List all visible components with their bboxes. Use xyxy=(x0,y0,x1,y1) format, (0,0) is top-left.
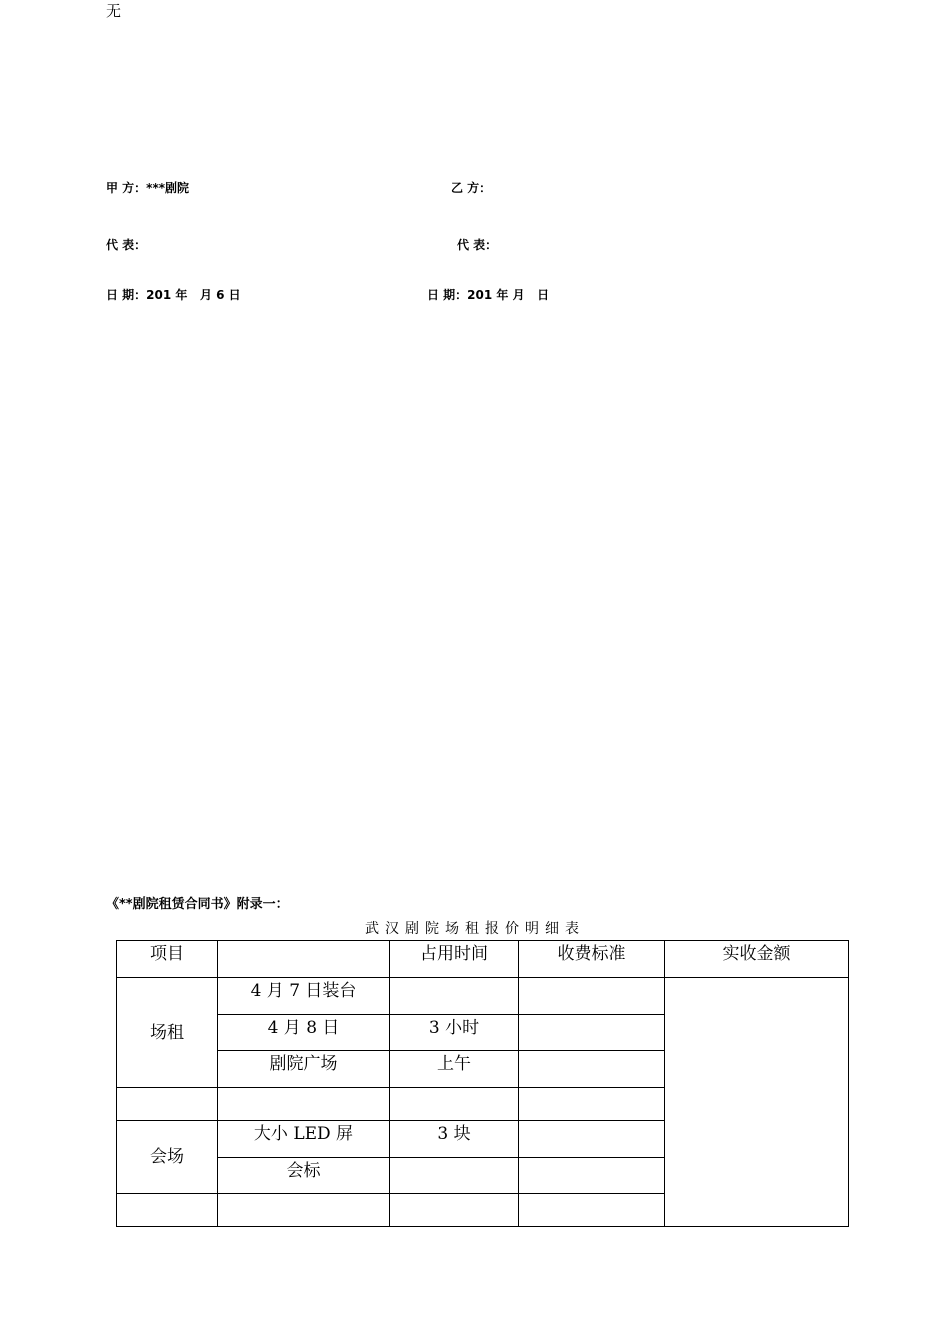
party-a-label: 甲 方：***剧院 xyxy=(106,181,190,195)
rep-a-label: 代 表： xyxy=(106,238,147,252)
row-item: 4 月 7 日装台 xyxy=(218,978,390,1015)
row-fee xyxy=(519,1088,665,1121)
group-name xyxy=(117,1194,218,1227)
row-fee xyxy=(519,1158,665,1194)
party-b-label: 乙 方： xyxy=(451,181,492,195)
table-title: 武汉剧院场租报价明细表 xyxy=(365,921,585,937)
row-time: 上午 xyxy=(390,1051,519,1088)
appendix-title: 《**剧院租赁合同书》附录一： xyxy=(106,897,289,912)
row-item: 剧院广场 xyxy=(218,1051,390,1088)
group-name xyxy=(117,1088,218,1121)
header-item: 项目 xyxy=(117,941,218,978)
row-fee xyxy=(519,1121,665,1158)
rep-b-label: 代 表： xyxy=(457,238,498,252)
group-name: 场租 xyxy=(117,978,218,1088)
row-item: 大小 LED 屏 xyxy=(218,1121,390,1158)
fee-table xyxy=(116,940,849,1227)
row-fee xyxy=(519,978,665,1015)
total-amount-cell xyxy=(665,978,849,1227)
row-time xyxy=(390,1194,519,1227)
table-header-row xyxy=(117,941,849,978)
row-item: 4 月 8 日 xyxy=(218,1015,390,1051)
date-a-label: 日 期：201 年 月 6 日 xyxy=(106,288,241,302)
row-time: 3 小时 xyxy=(390,1015,519,1051)
row-time xyxy=(390,1158,519,1194)
row-fee xyxy=(519,1194,665,1227)
table-row xyxy=(117,978,849,1015)
row-item xyxy=(218,1088,390,1121)
row-time: 3 块 xyxy=(390,1121,519,1158)
header-fee: 收费标准 xyxy=(519,941,665,978)
header-blank xyxy=(218,941,390,978)
row-item xyxy=(218,1194,390,1227)
row-fee xyxy=(519,1051,665,1088)
group-name: 会场 xyxy=(117,1121,218,1194)
row-time xyxy=(390,1088,519,1121)
row-time xyxy=(390,978,519,1015)
row-item: 会标 xyxy=(218,1158,390,1194)
header-amount: 实收金额 xyxy=(665,941,849,978)
date-b-label: 日 期：201 年 月 日 xyxy=(427,288,550,302)
top-note: 无 xyxy=(106,2,122,20)
row-fee xyxy=(519,1015,665,1051)
header-time: 占用时间 xyxy=(390,941,519,978)
